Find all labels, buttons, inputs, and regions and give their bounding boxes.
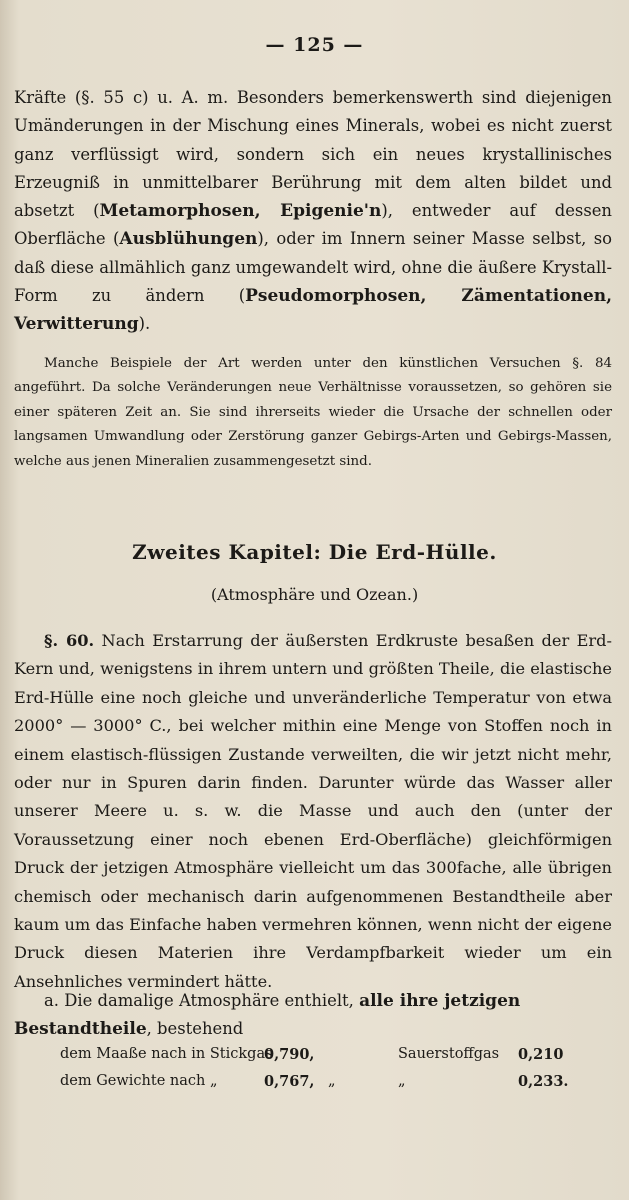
chapter-title: Zweites Kapitel: Die Erd-Hülle. [132, 540, 497, 564]
paragraph-1-text-d: ). [138, 314, 151, 334]
nitrogen-value: 0,767, [264, 1073, 315, 1090]
paragraph-1-text-b: ), entweder auf dessen Oberfläche ( [14, 201, 612, 249]
row-label: dem Maaße nach in Stickgas [60, 1046, 273, 1062]
paragraph-1-text-c: ), oder im Innern seiner Masse selbst, so daß diese allmählich ganz umgewandelt wird, ohne die äußere Krystall-Form zu ändern ( [14, 229, 612, 306]
composition-table [60, 1046, 600, 1100]
row-mid-mark: „ [328, 1073, 336, 1089]
term-ausbluehungen: Ausblühungen [119, 229, 258, 250]
oxygen-label: „ [398, 1073, 406, 1089]
paragraph-a-lead: a. Die damalige Atmosphäre enthielt, [44, 991, 354, 1010]
paragraph-2-text: Manche Beispiele der Art werden unter den künstlichen Versuchen §. 84 angeführt. Da solche Veränderungen neue Verhältnisse voraussetzen, so gehören sie einer späteren Zeit an. Sie sind ihrerseits wieder die Ursache der schnellen oder langsamen Umwandlung oder Zerstörung ganzer Gebirgs-Arten und Gebirgs-Massen, welche aus jenen Mineralien zusammengesetzt sind. [14, 356, 612, 469]
section-60-text: Nach Erstarrung der äußersten Erdkruste besaßen der Erd-Kern und, wenigstens in ihrem untern und größten Theile, die elastische Erd-Hülle eine noch gleiche und unveränderliche Temperatur von etwa 2000° — 3000° C., bei welcher mithin eine Menge von Stoffen noch in einem elastisch-flüssigen Zustande verweilten, die wir jetzt nicht mehr, oder nur in Spuren darin finden. Darunter würde das Wasser aller unserer Meere u. s. w. die Masse und auch den (unter der Voraussetzung einer noch ebenen Erd-Oberfläche) gleichförmigen Druck der jetzigen Atmosphäre vielleicht um das 300fache, alle übrigen chemisch oder mechanisch darin aufgenommenen Bestandtheile aber kaum um das Einfache haben vermehren können, wenn nicht der eigene Druck diesen Materien ihre Verdampfbarkeit wieder um ein Ansehnliches vermindert hätte. [14, 631, 612, 991]
paragraph-1 [14, 84, 612, 339]
chapter-subtitle: (Atmosphäre und Ozean.) [210, 585, 419, 604]
term-pseudomorphosen: Pseudomorphosen, Zämentationen, Verwitterung [14, 286, 612, 335]
paragraph-a-emphasis: alle ihre jetzigen Bestandtheile [14, 991, 521, 1039]
paragraph-a [14, 987, 612, 1043]
term-metamorphosen: Metamorphosen, Epigenie'n [99, 201, 382, 222]
composition-row-volume [60, 1046, 600, 1073]
paragraph-a-tail: , bestehend [146, 1019, 244, 1038]
paragraph-section-60 [14, 627, 612, 996]
oxygen-label: Sauerstoffgas [398, 1046, 500, 1062]
composition-row-weight [60, 1073, 600, 1100]
oxygen-value: 0,210 [518, 1046, 564, 1063]
section-number: §. 60. [44, 631, 95, 650]
nitrogen-value: 0,790, [264, 1046, 315, 1063]
paragraph-2-note [14, 352, 612, 474]
page-number: — 125 — [265, 34, 364, 56]
paragraph-1-text-a: Kräfte (§. 55 c) u. A. m. Besonders bemerkenswerth sind diejenigen Umänderungen in der Mischung eines Minerals, wobei es nicht zuerst ganz verflüssigt wird, sondern sich ein neues krystallinisches Erzeugniß in unmittelbarer Berührung mit dem alten bildet und absetzt ( [14, 88, 612, 221]
oxygen-value: 0,233. [518, 1073, 569, 1090]
row-label: dem Gewichte nach „ [60, 1073, 218, 1089]
